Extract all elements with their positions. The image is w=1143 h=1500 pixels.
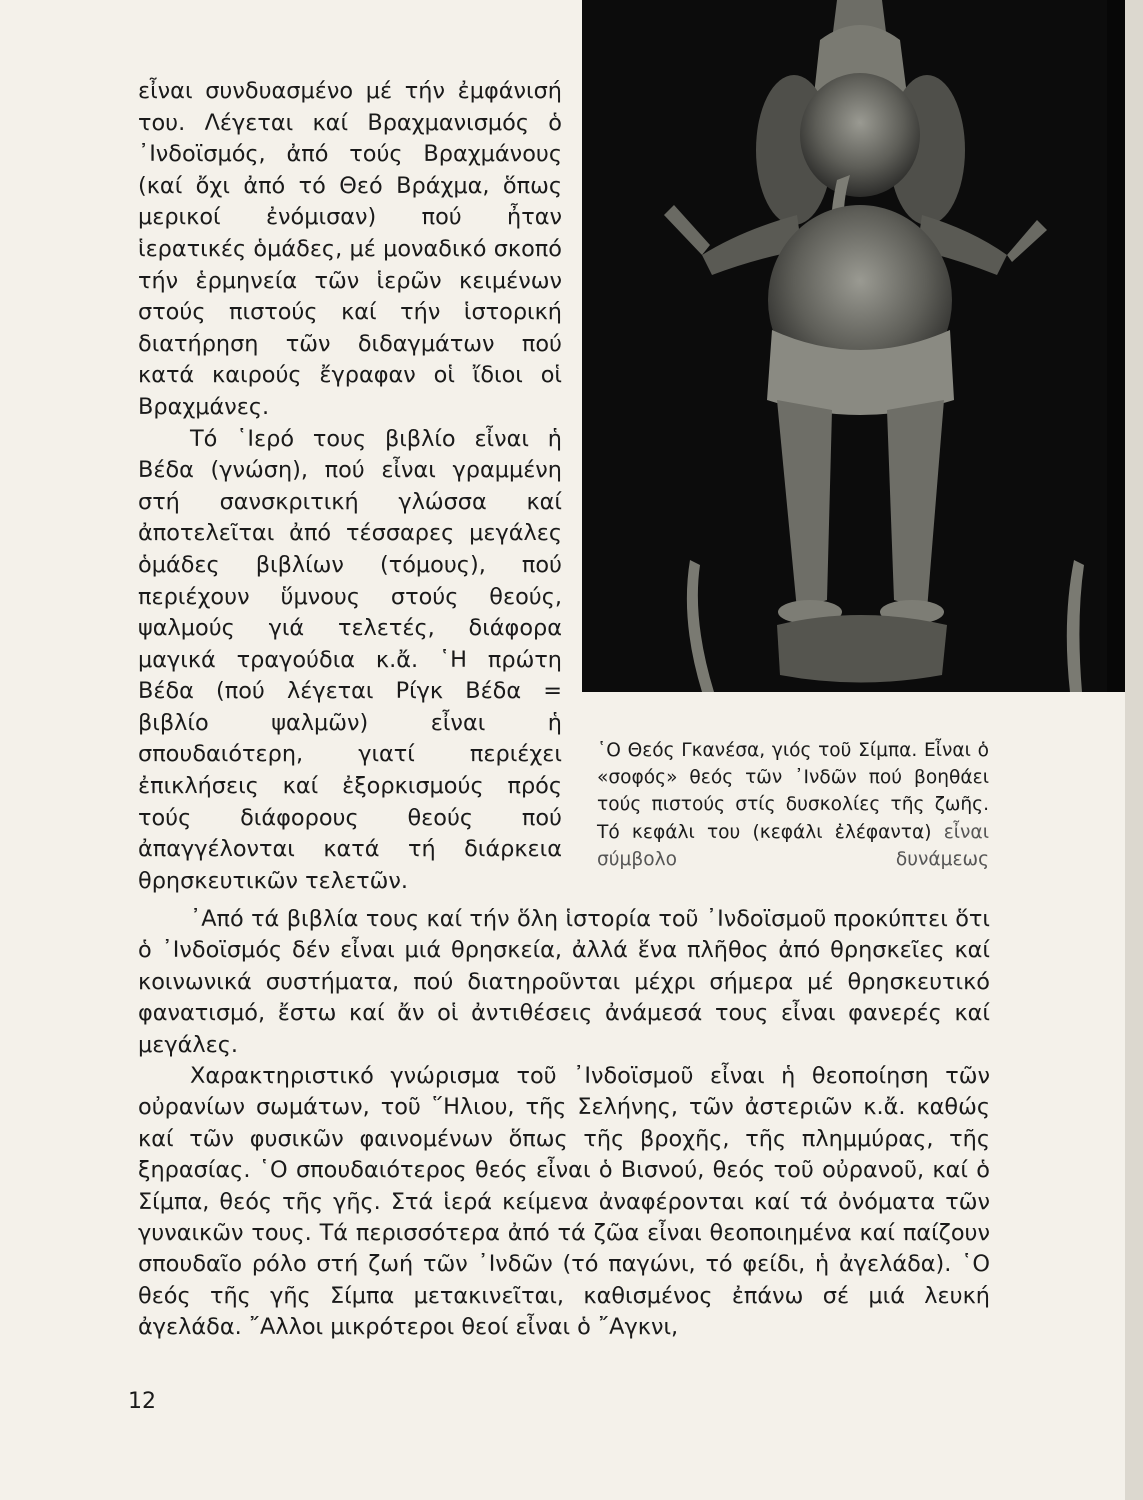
page-edge bbox=[1125, 0, 1143, 1500]
photo-caption: ῾Ο Θεός Γκανέσα, γιός τοῦ Σίμπα. Εἶναι ὁ «σοφός» θεός τῶν ᾿Ινδῶν πού βοηθάει τούς πιστούς στίς δυσκολίες τῆς ζωῆς. Τό κεφάλι του (κεφάλι ἐλέφαντα) εἶναι σύμβολο δυνάμεως bbox=[597, 740, 989, 870]
paragraph: Χαρακτηριστικό γνώρισμα τοῦ ᾿Ινδοϊσμοῦ εἶναι ἡ θεοποίηση τῶν οὐρανίων σωμάτων, τοῦ ῞Ηλιου, τῆς Σελήνης, τῶν ἀστεριῶν κ.ἄ. καθώς καί τῶν φυσικῶν φαινομένων ὅπως τῆς βροχῆς, τῆς πλημμύρας, τῆς ξηρασίας. ῾Ο σπουδαιότερος θεός εἶναι ὁ Βισνού, θεός τοῦ οὐρανοῦ, καί ὁ Σίμπα, θεός τῆς γῆς. Στά ἱερά κείμενα ἀναφέρονται καί τά ὀνόματα τῶν γυναικῶν τους. Τά περισσότερα ἀπό τά ζῶα εἶναι θεοποιημένα καί παίζουν σπουδαῖο ρόλο στή ζωή τῶν ᾿Ινδῶν (τό παγώνι, τό φείδι, ἡ ἀγελάδα). ῾Ο θεός τῆς γῆς Σίμπα μετακινεῖται, καθισμένος ἐπάνω σέ μιά λευκή ἀγελάδα. ῎Αλλοι μικρότεροι θεοί εἶναι ὁ ῎Αγκνι, bbox=[138, 1063, 990, 1341]
full-width-text bbox=[138, 904, 990, 1344]
page-number: 12 bbox=[128, 1389, 156, 1414]
paragraph: εἶναι συνδυασμένο μέ τήν ἐμφάνισή του. Λέγεται καί Βραχμανισμός ὁ ᾿Ινδοϊσμός, ἀπό τούς Βραχμάνους (καί ὄχι ἀπό τό Θεό Βράχμα, ὅπως μερικοί ἐνόμισαν) πού ἦταν ἱερατικές ὁμάδες, μέ μοναδικό σκοπό τήν ἑρμηνεία τῶν ἱερῶν κειμένων στούς πιστούς καί τήν ἱστορική διατήρηση τῶν διδαγμάτων πού κατά καιρούς ἔγραφαν οἱ ἴδιοι οἱ Βραχμάνες. bbox=[138, 78, 562, 420]
paragraph: Τό ῾Ιερό τους βιβλίο εἶναι ἡ Βέδα (γνώση), πού εἶναι γραμμένη στή σανσκριτική γλώσσα καί ἀποτελεῖται ἀπό τέσσαρες μεγάλες ὁμάδες βιβλίων (τόμους), πού περιέχουν ὕμνους στούς θεούς, ψαλμούς γιά τελετές, διάφορα μαγικά τραγούδια κ.ἄ. ῾Η πρώτη Βέδα (πού λέγεται Ρίγκ Βέδα = βιβλίο ψαλμῶν) εἶναι ἡ σπουδαιότερη, γιατί περιέχει ἐπικλήσεις καί ἐξορκισμούς πρός τούς διάφορους θεούς πού ἀπαγγέλονται κατά τή διάρκεια θρησκευτικῶν τελετῶν. bbox=[138, 425, 562, 894]
left-text-column bbox=[138, 76, 562, 897]
ganesha-statue-photo bbox=[582, 0, 1125, 692]
paragraph: ᾿Από τά βιβλία τους καί τήν ὅλη ἱστορία τοῦ ᾿Ινδοϊσμοῦ προκύπτει ὅτι ὁ ᾿Ινδοϊσμός δέν εἶναι μιά θρησκεία, ἀλλά ἕνα πλῆθος ἀπό θρησκεῖες καί κοινωνικά συστήματα, πού διατηροῦνται μέχρι σήμερα μέ θρησκευτικό φανατισμό, ἔστω καί ἄν οἱ ἀντιθέσεις ἀνάμεσά τους εἶναι φανερές καί μεγάλες. bbox=[138, 906, 990, 1058]
caption-faded-end: εἶναι σύμβολο δυνάμεως bbox=[597, 821, 989, 870]
